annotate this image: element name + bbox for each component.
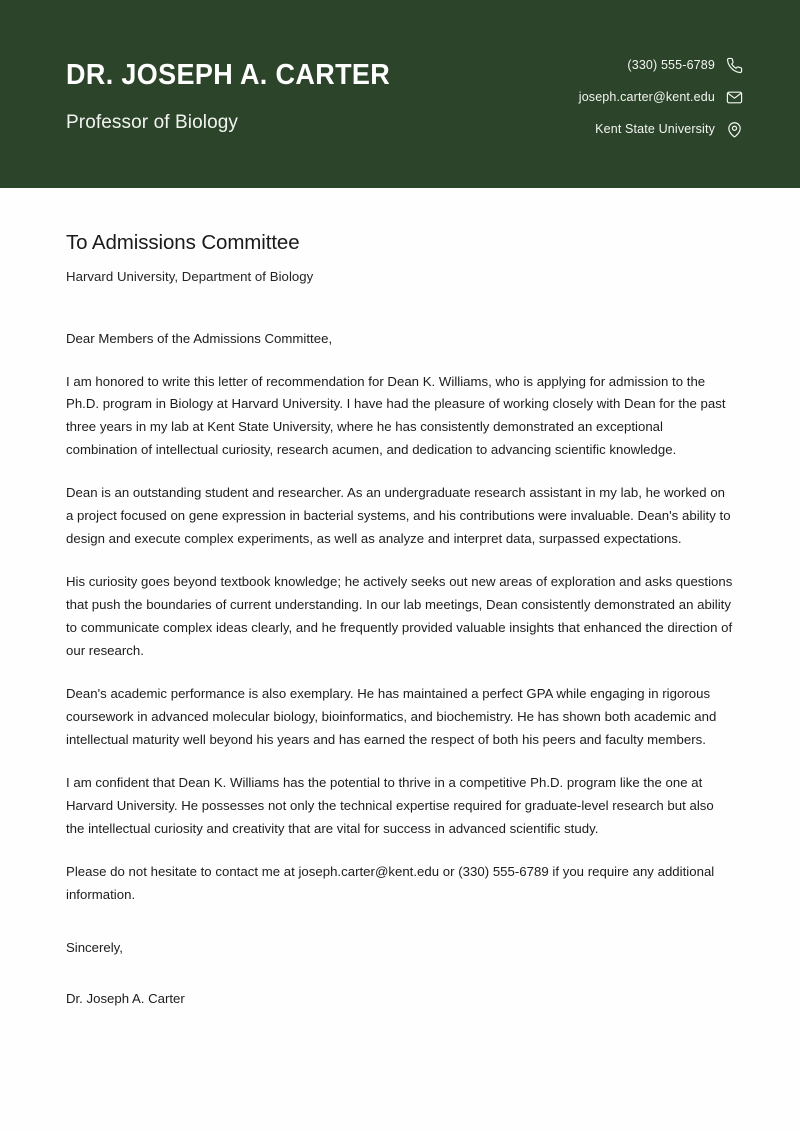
envelope-icon [726,89,743,106]
letter-body-area [0,188,800,1009]
contact-list [579,51,743,138]
body-paragraph: His curiosity goes beyond textbook knowledge; he actively seeks out new areas of exploration and asks questions that push the boundaries of current understanding. In our lab meetings, Dean consistently demonstrated an ability to communicate complex ideas clearly, and he frequently provided valuable insights that enhanced the direction of our research. [66,574,733,658]
letterhead-identity [66,54,415,134]
contact-item-email[interactable] [579,89,743,106]
letter-content [66,285,734,1010]
location-pin-icon [726,121,743,138]
signature-name: Dr. Joseph A. Carter [66,990,185,1006]
contact-phone-value: (330) 555-6789 [627,58,715,72]
contact-email-value: joseph.carter@kent.edu [578,90,715,104]
salutation: Dear Members of the Admissions Committee, [66,330,333,346]
recipient-block [66,188,734,285]
sender-name: DR. JOSEPH A. CARTER [66,59,391,92]
body-paragraph: I am honored to write this letter of recommendation for Dean K. Williams, who is applying for admission to the Ph.D. program in Biology at Harvard University. I have had the pleasure of working closely with Dean for the past three years in my lab at Kent State University, where he has consistently demonstrated an exceptional combination of intellectual curiosity, research acumen, and dedication to advancing scientific knowledge. [66,373,726,457]
recipient-name: To Admissions Committee [66,231,300,254]
body-paragraph: Please do not hesitate to contact me at joseph.carter@kent.edu or (330) 555-6789 if you require any additional information. [66,864,715,903]
contact-item-phone[interactable] [627,57,743,74]
recipient-organization: Harvard University, Department of Biology [66,268,314,284]
phone-icon [726,57,743,74]
contact-location-value: Kent State University [595,122,715,136]
body-paragraph: Dean's academic performance is also exemplary. He has maintained a perfect GPA while engaging in rigorous coursework in advanced molecular biology, bioinformatics, and biochemistry. He has shown both academic and intellectual maturity well beyond his years and has earned the respect of both his peers and faculty members. [66,686,717,747]
letterhead-header [0,0,800,188]
sender-title: Professor of Biology [66,111,239,133]
body-paragraph: I am confident that Dean K. Williams has the potential to thrive in a competitive Ph.D. program like the one at Harvard University. He possesses not only the technical expertise required for graduate-level research but also the intellectual curiosity and creativity that are vital for success in advanced scientific study. [66,775,714,836]
body-paragraph: Dean is an outstanding student and researcher. As an undergraduate research assistant in my lab, he worked on a project focused on gene expression in bacterial systems, and his contributions were invaluable. Dean's ability to design and execute complex experiments, as well as analyze and interpret data, surpassed expectations. [66,485,731,546]
contact-item-location[interactable] [595,121,743,138]
closing-line: Sincerely, [66,939,123,955]
